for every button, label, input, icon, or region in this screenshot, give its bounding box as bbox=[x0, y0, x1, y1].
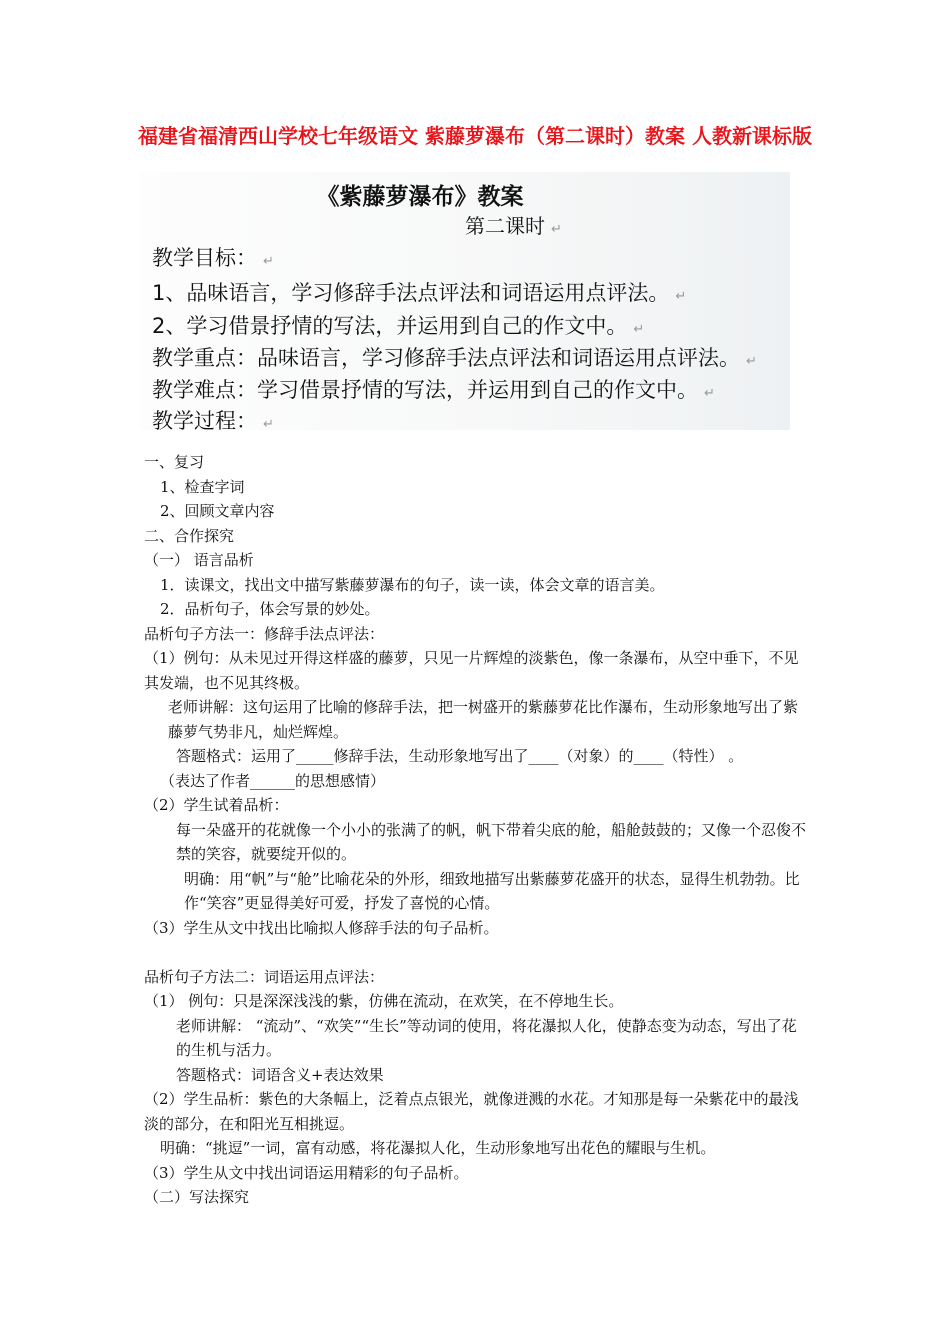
lesson-title: 《紫藤萝瀑布》教案 bbox=[316, 184, 524, 210]
method-1-student-text: 每一朵盛开的花就像一个小小的张满了的帆，帆下带着尖底的舱，船舱鼓鼓的；又像一个忍俊不禁的笑容，就要绽开似的。 bbox=[176, 820, 807, 863]
method-1-format: 答题格式：运用了_____修辞手法，生动形象地写出了____（对象）的____（特性） 。 bbox=[176, 747, 744, 765]
method-1-format-2: （表达了作者______的思想感情） bbox=[160, 771, 386, 790]
method-1-find: （3）学生从文中找出比喻拟人修辞手法的句子品析。 bbox=[144, 918, 499, 937]
key-points: 教学重点：品味语言，学习修辞手法点评法和词语运用点评法。 ↵ bbox=[152, 346, 757, 370]
method-1-title: 品析句子方法一：修辞手法点评法： bbox=[144, 624, 385, 643]
lesson-body bbox=[144, 450, 809, 1210]
review-item-1: 1、检查字词 bbox=[160, 477, 245, 496]
method-2-find: （3）学生从文中找出词语运用精彩的句子品析。 bbox=[144, 1163, 469, 1182]
blank-line bbox=[144, 940, 809, 965]
subsection-language: （一） 语言品析 bbox=[144, 551, 254, 569]
paragraph-mark-icon: ↵ bbox=[263, 254, 274, 269]
difficulty: 教学难点：学习借景抒情的写法，并运用到自己的作文中。 ↵ bbox=[152, 378, 715, 402]
subsection-writing: （二）写法探究 bbox=[144, 1188, 250, 1206]
method-2-format: 答题格式：词语含义+表达效果 bbox=[176, 1065, 384, 1084]
method-1-teacher: 老师讲解：这句运用了比喻的修辞手法，把一树盛开的紫藤萝花比作瀑布，生动形象地写出了紫藤萝气势非凡，灿烂辉煌。 bbox=[168, 698, 799, 741]
paragraph-mark-icon: ↵ bbox=[704, 386, 715, 401]
paragraph-mark-icon: ↵ bbox=[746, 354, 757, 369]
goal-2: 2、学习借景抒情的写法，并运用到自己的作文中。 ↵ bbox=[152, 314, 645, 338]
document-title: 福建省福清西山学校七年级语文 紫藤萝瀑布（第二课时）教案 人教新课标版 bbox=[138, 124, 812, 148]
method-1-student: （2）学生试着品析： bbox=[144, 796, 289, 814]
paragraph-mark-icon: ↵ bbox=[551, 222, 562, 237]
process-label: 教学过程： ↵ bbox=[152, 409, 274, 433]
lesson-header-image bbox=[140, 172, 790, 433]
paragraph-mark-icon: ↵ bbox=[633, 322, 645, 337]
lesson-subtitle: 第二课时 ↵ bbox=[465, 214, 562, 238]
section-review: 一、复习 bbox=[144, 453, 205, 471]
review-item-2: 2、回顾文章内容 bbox=[160, 502, 275, 520]
section-inquiry: 二、合作探究 bbox=[144, 526, 235, 545]
method-1-answer: 明确：用“帆”与“舱”比喻花朵的外形，细致地描写出紫藤萝花盛开的状态，显得生机勃勃。比作“笑容”更显得美好可爱，抒发了喜悦的心情。 bbox=[184, 869, 800, 912]
method-2-title: 品析句子方法二：词语运用点评法： bbox=[144, 967, 385, 986]
language-item-2: 2．品析句子，体会写景的妙处。 bbox=[160, 600, 380, 618]
method-1-example: （1）例句：从未见过开得这样盛的藤萝，只见一片辉煌的淡紫色，像一条瀑布，从空中垂下，不见其发端，也不见其终极。 bbox=[144, 649, 799, 692]
method-2-answer: 明确：“挑逗”一词，富有动感，将花瀑拟人化，生动形象地写出花色的耀眼与生机。 bbox=[160, 1139, 716, 1157]
language-item-1: 1．读课文，找出文中描写紫藤萝瀑布的句子，读一读，体会文章的语言美。 bbox=[160, 575, 665, 594]
goal-1: 1、品味语言，学习修辞手法点评法和词语运用点评法。 ↵ bbox=[152, 281, 687, 305]
goals-label: 教学目标： ↵ bbox=[152, 246, 274, 270]
paragraph-mark-icon: ↵ bbox=[675, 289, 687, 304]
method-2-student: （2）学生品析：紫色的大条幅上，泛着点点银光，就像迸溅的水花。才知那是每一朵紫花中的最浅淡的部分，在和阳光互相挑逗。 bbox=[144, 1090, 799, 1133]
method-2-teacher: 老师讲解： “流动”、“欢笑”“生长”等动词的使用，将花瀑拟人化，使静态变为动态，写出了花的生机与活力。 bbox=[176, 1016, 797, 1059]
method-2-example: （1） 例句：只是深深浅浅的紫，仿佛在流动，在欢笑，在不停地生长。 bbox=[144, 992, 624, 1010]
paragraph-mark-icon: ↵ bbox=[263, 417, 274, 432]
